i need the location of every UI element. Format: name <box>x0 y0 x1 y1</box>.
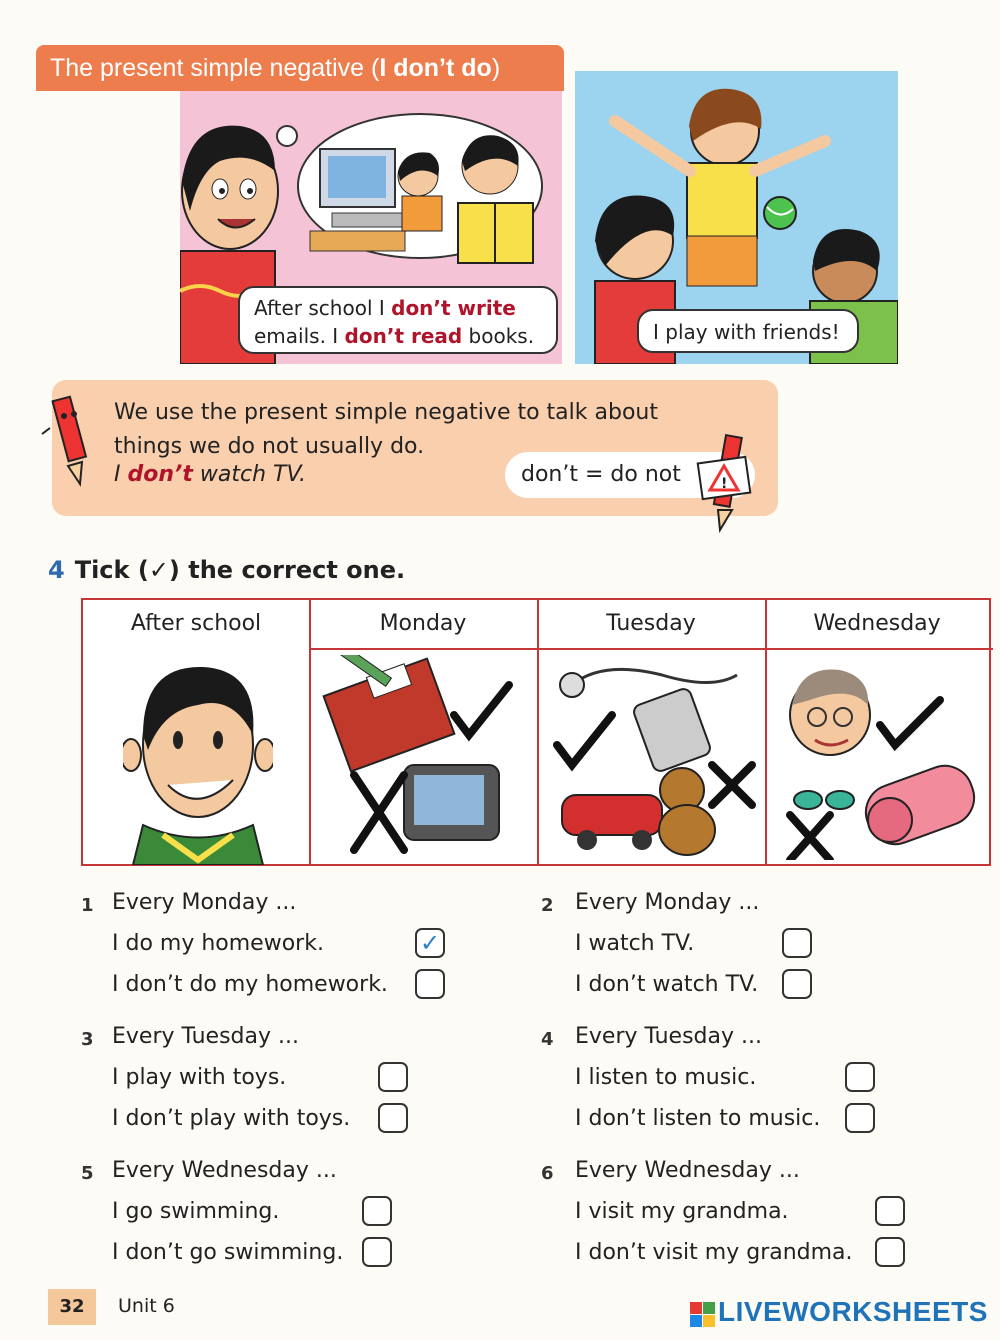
option-text: I do my homework. <box>112 931 324 956</box>
answer-checkbox[interactable] <box>875 1196 905 1226</box>
question-heading: Every Tuesday ... <box>112 1024 299 1049</box>
negative-phrase: don’t write <box>391 296 516 320</box>
cross-mark <box>712 765 752 805</box>
boy-illustration <box>123 655 273 865</box>
exercise-instruction: Tick (✓) the correct one. <box>74 556 406 584</box>
unit-label: Unit 6 <box>118 1295 175 1317</box>
answer-checkbox[interactable] <box>362 1237 392 1267</box>
column-monday <box>309 600 537 864</box>
exercise-heading <box>48 556 405 584</box>
option-text: I watch TV. <box>575 931 695 956</box>
question-number: 5 <box>81 1163 94 1184</box>
cross-mark <box>354 775 404 850</box>
answer-checkbox[interactable] <box>378 1062 408 1092</box>
option-text: I don’t visit my grandma. <box>575 1240 853 1265</box>
column-tuesday <box>537 600 765 864</box>
title-bold: I don’t do <box>379 54 492 82</box>
answer-checkbox[interactable] <box>845 1062 875 1092</box>
tick-mark <box>454 685 509 735</box>
question-heading: Every Monday ... <box>112 890 297 915</box>
title-suffix: ) <box>491 54 501 82</box>
answer-checkbox[interactable] <box>845 1103 875 1133</box>
option-text: I play with toys. <box>112 1065 287 1090</box>
question-number: 1 <box>81 895 94 916</box>
watermark: LIVEWORKSHEETS <box>718 1296 988 1327</box>
svg-text:!: ! <box>721 476 728 492</box>
pencil-warning-icon <box>690 430 760 535</box>
comic-panel-left <box>180 91 562 364</box>
option-text: I don’t listen to music. <box>575 1106 821 1131</box>
table-header: Wednesday <box>813 611 941 636</box>
bubble-text: books. <box>462 324 535 348</box>
cross-mark <box>790 815 830 860</box>
answer-checkbox[interactable] <box>782 969 812 999</box>
music-and-toys-illustration <box>542 655 762 860</box>
title-prefix: The present simple negative ( <box>50 54 380 82</box>
speech-bubble-right: I play with friends! <box>637 309 859 353</box>
answer-checkbox[interactable] <box>875 1237 905 1267</box>
option-text: I go swimming. <box>112 1199 280 1224</box>
example-negative: don’t <box>127 462 193 487</box>
page-number: 32 <box>48 1289 96 1325</box>
column-wednesday <box>765 600 989 864</box>
table-header: Monday <box>379 611 467 636</box>
table-header: After school <box>130 611 262 636</box>
answer-checkbox[interactable]: ✓ <box>415 928 445 958</box>
question-number: 2 <box>541 895 554 916</box>
option-text: I don’t watch TV. <box>575 972 759 997</box>
option-text: I don’t go swimming. <box>112 1240 344 1265</box>
homework-and-tv-illustration <box>314 655 534 860</box>
exercise-number: 4 <box>48 556 65 584</box>
option-text: I visit my grandma. <box>575 1199 789 1224</box>
answer-checkbox[interactable] <box>782 928 812 958</box>
speech-bubble-left <box>238 286 558 354</box>
question-heading: Every Wednesday ... <box>112 1158 337 1183</box>
answer-checkbox[interactable] <box>415 969 445 999</box>
negative-phrase: don’t read <box>344 324 463 348</box>
question-heading: Every Wednesday ... <box>575 1158 800 1183</box>
example-text: watch TV. <box>192 462 306 487</box>
tick-mark <box>880 700 940 745</box>
option-text: I listen to music. <box>575 1065 757 1090</box>
lesson-title <box>36 45 564 91</box>
bubble-text: emails. I <box>254 324 345 348</box>
rule-example <box>114 462 306 487</box>
question-heading: Every Tuesday ... <box>575 1024 762 1049</box>
question-number: 3 <box>81 1029 94 1050</box>
grandma-and-swimming-illustration <box>770 655 985 860</box>
question-heading: Every Monday ... <box>575 890 760 915</box>
option-text: I don’t play with toys. <box>112 1106 351 1131</box>
liveworksheets-logo-icon <box>690 1302 716 1328</box>
schedule-table <box>81 598 991 866</box>
question-number: 4 <box>541 1029 554 1050</box>
question-number: 6 <box>541 1163 554 1184</box>
answer-checkbox[interactable] <box>378 1103 408 1133</box>
contraction-note: don’t = do not <box>505 452 755 498</box>
table-header: Tuesday <box>606 611 696 636</box>
answer-checkbox[interactable] <box>362 1196 392 1226</box>
rule-line-1: We use the present simple negative to talk about <box>114 400 658 425</box>
rule-line-2: things we do not usually do. <box>114 434 425 459</box>
comic-panel-right <box>575 71 898 364</box>
example-text: I <box>114 462 128 487</box>
tick-mark <box>557 715 612 765</box>
option-text: I don’t do my homework. <box>112 972 388 997</box>
pencil-mascot-icon <box>40 388 100 488</box>
column-after-school <box>83 600 309 864</box>
bubble-text: After school I <box>254 296 392 320</box>
